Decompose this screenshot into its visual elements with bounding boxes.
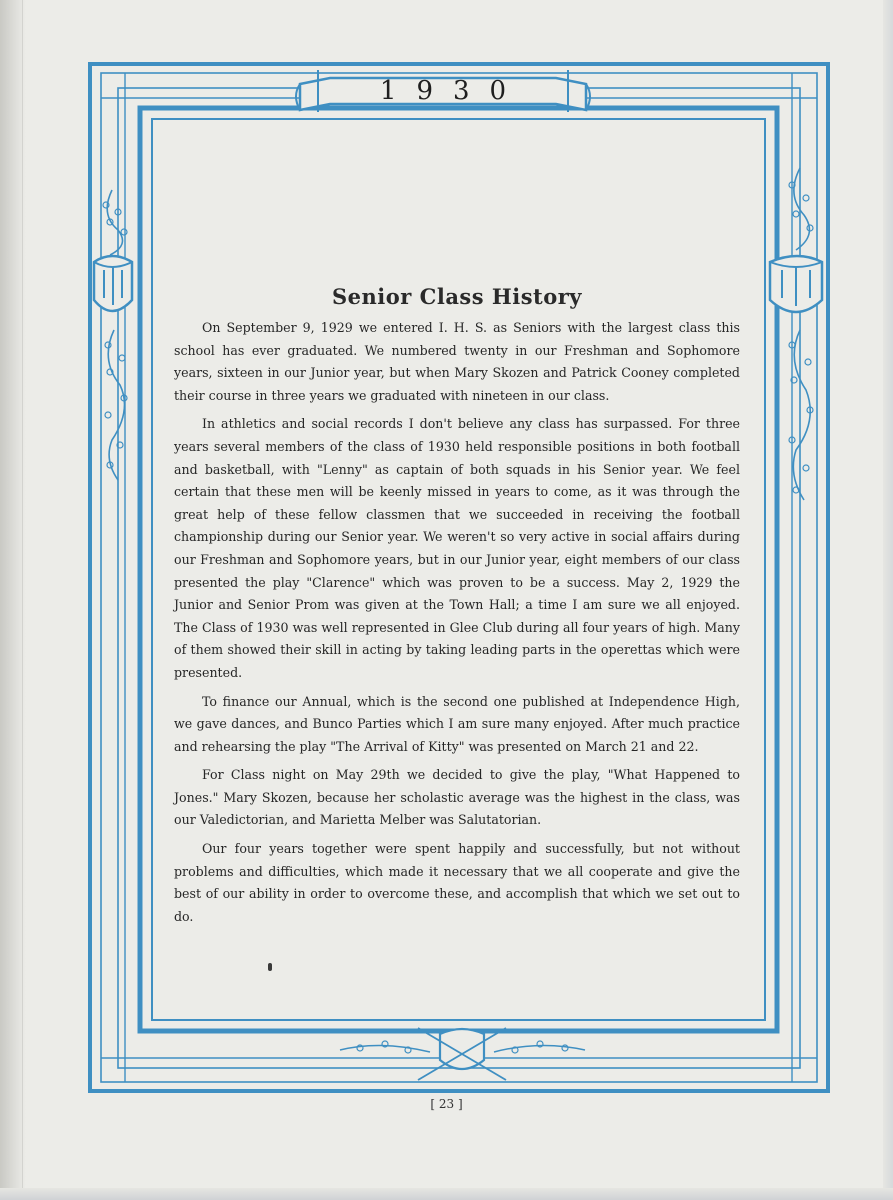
article-title: Senior Class History bbox=[331, 284, 583, 309]
paragraph-1: On September 9, 1929 we entered I. H. S. as Seniors with the largest class this school has ever graduated. We numbered twenty in our Freshman and Sophomore years, sixteen in our Junior year, but when Mary Skozen and Patrick Cooney completed their course in three years we graduated with nineteen in our class. bbox=[174, 320, 740, 403]
year-text: 1930 bbox=[379, 76, 527, 106]
paragraph-4: For Class night on May 29th we decided to give the play, "What Happened to Jones." Mary Skozen, because her scholastic average was the highest in the class, was our Valedictorian, and Marietta Melber was Salutatorian. bbox=[174, 767, 740, 828]
year-banner bbox=[330, 72, 556, 110]
paragraph-3: To finance our Annual, which is the second one published at Independence High, we gave dances, and Bunco Parties which I am sure many enjoyed. After much practice and rehearsing the play "The Arrival of Kitty" was presented on March 21 and 22. bbox=[174, 693, 740, 754]
page-number: [ 23 ] bbox=[430, 1097, 463, 1111]
article-body bbox=[174, 283, 740, 934]
paragraph-5: Our four years together were spent happily and successfully, but not without problems and difficulties, which made it necessary that we all cooperate and give the best of our ability in order to overcome these, and accomplish that which we set out to do. bbox=[174, 841, 740, 924]
paragraph-2: In athletics and social records I don't believe any class has surpassed. For three years several members of the class of 1930 held responsible positions in both football and basketball, with "Lenny" as captain of both squads in his Senior year. We feel certain that these men will be keenly missed in years to come, as it was through the great help of these fellow classmen that we succeeded in receiving the football championship during our Senior year. We weren't so very active in social affairs during our Freshman and Sophomore years, but in our Junior year, eight members of our class presented the play "Clarence" which was proven to be a success. May 2, 1929 the Junior and Senior Prom was given at the Town Hall; a time I am sure we all enjoyed. The Class of 1930 was well represented in Glee Club during all four years of high. Many of them showed their skill in acting by taking leading parts in the operettas which were presented. bbox=[174, 416, 740, 680]
ink-speck bbox=[268, 963, 272, 971]
